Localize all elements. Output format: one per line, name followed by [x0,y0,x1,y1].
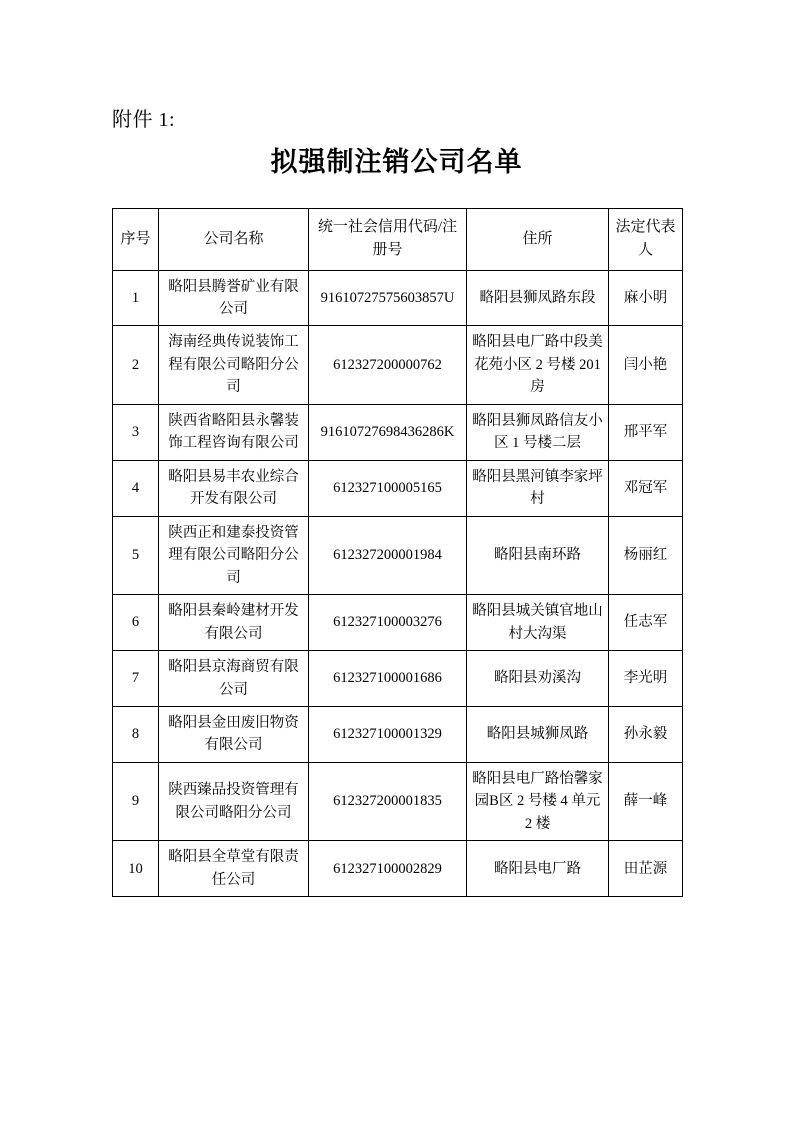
cell-company-name: 略阳县易丰农业综合开发有限公司 [159,460,309,516]
table-row [113,270,683,326]
cell-address: 略阳县狮凤路信友小区 1 号楼二层 [467,404,609,460]
cell-company-name: 略阳县腾誉矿业有限公司 [159,270,309,326]
cell-legal-rep: 薛一峰 [609,762,683,840]
cell-legal-rep: 麻小明 [609,270,683,326]
cell-legal-rep: 任志军 [609,595,683,651]
cell-legal-rep: 孙永毅 [609,707,683,763]
cell-address: 略阳县电厂路中段美花苑小区 2 号楼 201 房 [467,326,609,404]
cell-credit-code: 612327200001984 [309,516,467,594]
cell-credit-code: 612327100001686 [309,651,467,707]
cell-credit-code: 612327100005165 [309,460,467,516]
cell-credit-code: 612327100002829 [309,841,467,897]
cell-legal-rep: 田芷源 [609,841,683,897]
cell-company-name: 略阳县秦岭建材开发有限公司 [159,595,309,651]
column-header-company-name: 公司名称 [159,209,309,271]
column-header-legal-rep: 法定代表人 [609,209,683,271]
cell-company-name: 陕西臻品投资管理有限公司略阳分公司 [159,762,309,840]
table-row [113,651,683,707]
table-row [113,460,683,516]
table-row [113,404,683,460]
cell-index: 6 [113,595,159,651]
cell-address: 略阳县狮凤路东段 [467,270,609,326]
cell-index: 10 [113,841,159,897]
page-title: 拟强制注销公司名单 [270,147,523,177]
cell-address: 略阳县城关镇官地山村大沟渠 [467,595,609,651]
cell-address: 略阳县电厂路怡馨家园B区 2 号楼 4 单元 2 楼 [467,762,609,840]
cell-index: 5 [113,516,159,594]
cell-credit-code: 612327100001329 [309,707,467,763]
cell-credit-code: 612327100003276 [309,595,467,651]
cell-legal-rep: 李光明 [609,651,683,707]
column-header-credit-code: 统一社会信用代码/注册号 [309,209,467,271]
column-header-index: 序号 [113,209,159,271]
cell-company-name: 略阳县金田废旧物资有限公司 [159,707,309,763]
cell-index: 4 [113,460,159,516]
cell-company-name: 陕西省略阳县永馨装饰工程咨询有限公司 [159,404,309,460]
company-list-table [112,208,683,897]
cell-company-name: 海南经典传说装饰工程有限公司略阳分公司 [159,326,309,404]
cell-credit-code: 612327200000762 [309,326,467,404]
cell-address: 略阳县黑河镇李家坪村 [467,460,609,516]
cell-index: 9 [113,762,159,840]
table-row [113,841,683,897]
table-row [113,516,683,594]
cell-address: 略阳县劝溪沟 [467,651,609,707]
cell-index: 2 [113,326,159,404]
company-list-table-wrapper [112,208,682,897]
cell-index: 7 [113,651,159,707]
table-row [113,326,683,404]
cell-index: 8 [113,707,159,763]
cell-company-name: 陕西正和建泰投资管理有限公司略阳分公司 [159,516,309,594]
cell-company-name: 略阳县京海商贸有限公司 [159,651,309,707]
table-row [113,707,683,763]
cell-credit-code: 91610727698436286K [309,404,467,460]
column-header-address: 住所 [467,209,609,271]
cell-legal-rep: 邢平军 [609,404,683,460]
cell-credit-code: 612327200001835 [309,762,467,840]
cell-index: 3 [113,404,159,460]
cell-company-name: 略阳县全草堂有限责任公司 [159,841,309,897]
attachment-label: 附件 1: [112,109,176,131]
cell-credit-code: 91610727575603857U [309,270,467,326]
cell-legal-rep: 闫小艳 [609,326,683,404]
table-header-row [113,209,683,271]
cell-legal-rep: 邓冠军 [609,460,683,516]
cell-address: 略阳县电厂路 [467,841,609,897]
table-body [113,270,683,897]
cell-address: 略阳县南环路 [467,516,609,594]
cell-index: 1 [113,270,159,326]
cell-address: 略阳县城狮凤路 [467,707,609,763]
table-row [113,762,683,840]
cell-legal-rep: 杨丽红 [609,516,683,594]
table-row [113,595,683,651]
